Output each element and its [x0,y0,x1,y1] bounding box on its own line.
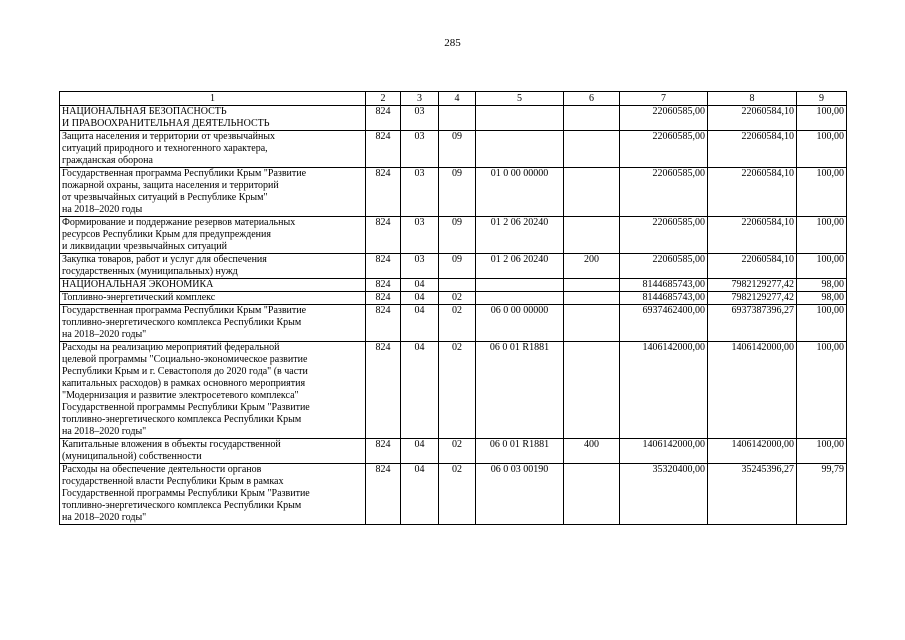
subsection-code-cell [439,106,476,131]
target-item-cell: 06 0 03 00190 [476,464,564,525]
planned-amount-cell: 22060585,00 [620,106,708,131]
table-row [60,279,847,292]
table-row [60,342,847,439]
subsection-code-cell: 09 [439,217,476,254]
column-header: 1 [60,92,366,106]
column-header: 5 [476,92,564,106]
expense-type-cell [564,131,620,168]
admin-code-cell: 824 [366,131,401,168]
table-row [60,254,847,279]
admin-code-cell: 824 [366,217,401,254]
execution-percent-cell: 100,00 [797,217,847,254]
admin-code-cell: 824 [366,342,401,439]
admin-code-cell: 824 [366,439,401,464]
planned-amount-cell: 8144685743,00 [620,292,708,305]
column-header: 9 [797,92,847,106]
expense-type-cell [564,279,620,292]
executed-amount-cell: 7982129277,42 [708,292,797,305]
admin-code-cell: 824 [366,168,401,217]
execution-percent-cell: 100,00 [797,131,847,168]
section-code-cell: 03 [401,131,439,168]
executed-amount-cell: 1406142000,00 [708,439,797,464]
expense-type-cell [564,106,620,131]
admin-code-cell: 824 [366,305,401,342]
executed-amount-cell: 22060584,10 [708,254,797,279]
table-row [60,305,847,342]
expense-type-cell: 200 [564,254,620,279]
item-name-cell: Закупка товаров, работ и услуг для обеспечения государственных (муниципальных) нужд [60,254,366,279]
section-code-cell: 03 [401,168,439,217]
target-item-cell: 01 2 06 20240 [476,254,564,279]
planned-amount-cell: 1406142000,00 [620,342,708,439]
item-name-cell: Расходы на обеспечение деятельности органов государственной власти Республики Крым в рамках Государственной программы Республики Крым "Развитие топливно-энергетического комплекса Республики Крым на 2018–2020 годы" [60,464,366,525]
table-row [60,464,847,525]
executed-amount-cell: 22060584,10 [708,106,797,131]
item-name-cell: Защита населения и территории от чрезвычайных ситуаций природного и техногенного характера, гражданская оборона [60,131,366,168]
expense-type-cell [564,342,620,439]
planned-amount-cell: 22060585,00 [620,131,708,168]
target-item-cell: 06 0 01 R1881 [476,439,564,464]
item-name-cell: Государственная программа Республики Крым "Развитие топливно-энергетического комплекса Республики Крым на 2018–2020 годы" [60,305,366,342]
target-item-cell [476,279,564,292]
executed-amount-cell: 1406142000,00 [708,342,797,439]
section-code-cell: 04 [401,439,439,464]
executed-amount-cell: 22060584,10 [708,131,797,168]
item-name-cell: НАЦИОНАЛЬНАЯ БЕЗОПАСНОСТЬ И ПРАВООХРАНИТЕЛЬНАЯ ДЕЯТЕЛЬНОСТЬ [60,106,366,131]
item-name-cell: Формирование и поддержание резервов материальных ресурсов Республики Крым для предупреждения и ликвидации чрезвычайных ситуаций [60,217,366,254]
execution-percent-cell: 98,00 [797,279,847,292]
expense-type-cell [564,217,620,254]
planned-amount-cell: 22060585,00 [620,254,708,279]
admin-code-cell: 824 [366,464,401,525]
subsection-code-cell: 09 [439,254,476,279]
column-header: 7 [620,92,708,106]
section-code-cell: 03 [401,254,439,279]
execution-percent-cell: 99,79 [797,464,847,525]
admin-code-cell: 824 [366,279,401,292]
execution-percent-cell: 100,00 [797,305,847,342]
planned-amount-cell: 6937462400,00 [620,305,708,342]
subsection-code-cell: 02 [439,342,476,439]
expense-type-cell [564,168,620,217]
header-row [60,92,847,106]
table-body [60,106,847,525]
column-header: 2 [366,92,401,106]
target-item-cell [476,292,564,305]
table-row [60,292,847,305]
section-code-cell: 04 [401,292,439,305]
section-code-cell: 04 [401,464,439,525]
execution-percent-cell: 100,00 [797,254,847,279]
subsection-code-cell: 02 [439,464,476,525]
subsection-code-cell: 02 [439,292,476,305]
execution-percent-cell: 100,00 [797,106,847,131]
planned-amount-cell: 22060585,00 [620,217,708,254]
planned-amount-cell: 35320400,00 [620,464,708,525]
target-item-cell [476,106,564,131]
subsection-code-cell [439,279,476,292]
execution-percent-cell: 100,00 [797,342,847,439]
section-code-cell: 04 [401,342,439,439]
executed-amount-cell: 35245396,27 [708,464,797,525]
target-item-cell: 01 0 00 00000 [476,168,564,217]
table-row [60,217,847,254]
column-header: 3 [401,92,439,106]
column-header: 4 [439,92,476,106]
table-row [60,106,847,131]
item-name-cell: Капитальные вложения в объекты государственной (муниципальной) собственности [60,439,366,464]
admin-code-cell: 824 [366,106,401,131]
page-number: 285 [444,37,461,49]
column-header: 6 [564,92,620,106]
column-header: 8 [708,92,797,106]
subsection-code-cell: 02 [439,305,476,342]
expense-type-cell [564,305,620,342]
section-code-cell: 03 [401,106,439,131]
target-item-cell: 06 0 00 00000 [476,305,564,342]
item-name-cell: Государственная программа Республики Крым "Развитие пожарной охраны, защита населения и территорий от чрезвычайных ситуаций в Республике Крым" на 2018–2020 годы [60,168,366,217]
section-code-cell: 04 [401,279,439,292]
planned-amount-cell: 22060585,00 [620,168,708,217]
section-code-cell: 04 [401,305,439,342]
expense-type-cell [564,464,620,525]
table-row [60,131,847,168]
subsection-code-cell: 09 [439,131,476,168]
expense-type-cell: 400 [564,439,620,464]
target-item-cell: 01 2 06 20240 [476,217,564,254]
item-name-cell: Топливно-энергетический комплекс [60,292,366,305]
execution-percent-cell: 98,00 [797,292,847,305]
execution-percent-cell: 100,00 [797,439,847,464]
table-row [60,439,847,464]
table-row [60,168,847,217]
admin-code-cell: 824 [366,254,401,279]
admin-code-cell: 824 [366,292,401,305]
executed-amount-cell: 6937387396,27 [708,305,797,342]
planned-amount-cell: 8144685743,00 [620,279,708,292]
execution-percent-cell: 100,00 [797,168,847,217]
executed-amount-cell: 7982129277,42 [708,279,797,292]
target-item-cell [476,131,564,168]
target-item-cell: 06 0 01 R1881 [476,342,564,439]
item-name-cell: Расходы на реализацию мероприятий федеральной целевой программы "Социально-экономическое развитие Республики Крым и г. Севастополя до 2020 года" (в части капитальных расходов) в рамках основного мероприятия "Модернизация и развитие электросетевого комплекса" Государственной программы Республики Крым "Развитие топливно-энергетического комплекса Республики Крым на 2018–2020 годы" [60,342,366,439]
expense-type-cell [564,292,620,305]
subsection-code-cell: 02 [439,439,476,464]
section-code-cell: 03 [401,217,439,254]
executed-amount-cell: 22060584,10 [708,168,797,217]
item-name-cell: НАЦИОНАЛЬНАЯ ЭКОНОМИКА [60,279,366,292]
budget-table [59,91,847,525]
subsection-code-cell: 09 [439,168,476,217]
planned-amount-cell: 1406142000,00 [620,439,708,464]
executed-amount-cell: 22060584,10 [708,217,797,254]
